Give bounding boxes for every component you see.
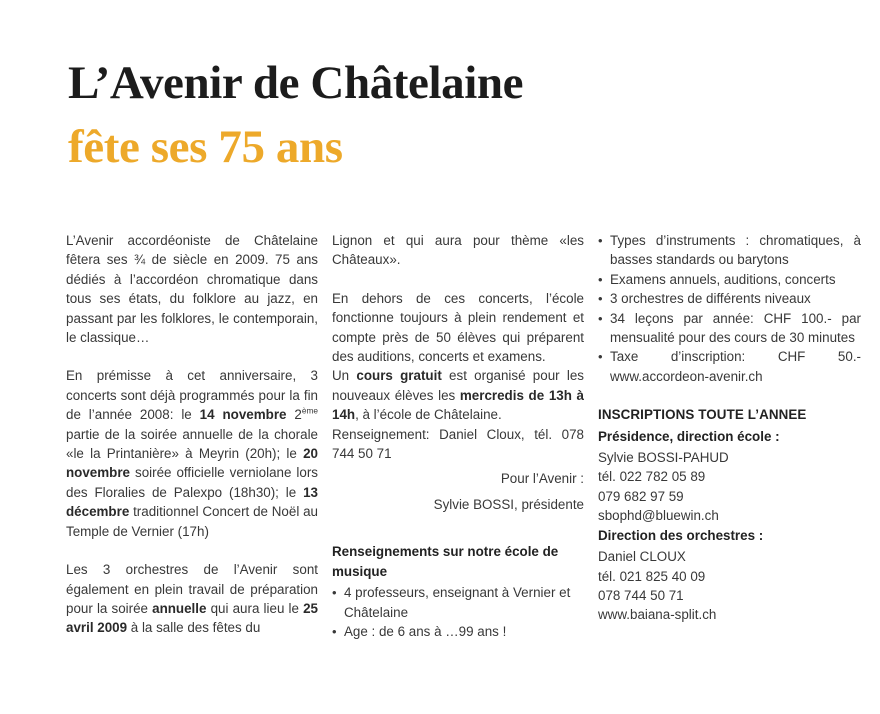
- list-item: • Taxe d’inscription: CHF 50.- www.accordeon-avenir.ch: [598, 347, 861, 386]
- contact-mobile: 079 682 97 59: [598, 488, 684, 504]
- text-run: Un: [332, 368, 357, 384]
- headline-line-primary: L’Avenir de Châtelaine: [68, 57, 524, 109]
- signature-name: Sylvie BOSSI, présidente: [433, 496, 584, 512]
- date-25-avril-2009: 25 avril 2009: [66, 600, 318, 636]
- list-item: • Age : de 6 ans à …99 ans !: [332, 622, 584, 641]
- col2-paragraph-ecole: En dehors de ces concerts, l’école fonctionne toujours à plein rendement et compte près de 50 élèves qui préparent des auditions, concerts et examens.: [332, 290, 584, 365]
- text-run: En prémisse à cet anniversaire, 3 concerts sont déjà programmés pour la fin de l’année 2008: le: [66, 368, 318, 423]
- col2-school-bullets: [332, 583, 584, 641]
- text-run: traditionnel Concert de Noël au Temple de Vernier (17h): [66, 504, 318, 539]
- contact-name: Daniel CLOUX: [598, 549, 686, 565]
- col1-paragraph-orchestres: [66, 560, 318, 638]
- contact-phone: tél. 021 825 40 09: [598, 568, 706, 584]
- col2-school-heading: Renseignements sur notre école de musique: [332, 544, 559, 579]
- text-run: 2: [286, 407, 302, 423]
- contact-name: Sylvie BOSSI-PAHUD: [598, 450, 729, 466]
- text-run: qui aura lieu le: [206, 600, 304, 616]
- text-run: , à l’école de Châtelaine.: [355, 407, 502, 423]
- col2-paragraph-theme: Lignon et qui aura pour thème «les Châteaux».: [332, 233, 584, 268]
- article-columns: [66, 231, 861, 641]
- signature-org: Pour l’Avenir :: [500, 471, 584, 487]
- col1-paragraph-intro: L’Avenir accordéoniste de Châtelaine fêtera ses ¾ de siècle en 2009. 75 ans dédiés à l’accordéon chromatique dans tous ses états, du folklore au jazz, en passant par les folklores, le contemporain, le classique…: [66, 233, 318, 346]
- list-item: • 34 leçons par année: CHF 100.- par mensualité pour des cours de 30 minutes: [598, 309, 861, 348]
- column-one: [66, 231, 332, 641]
- text-run: soirée officielle verniolane lors des Floralies de Palexpo (18h30); le: [66, 465, 318, 500]
- article-headline: [68, 52, 828, 180]
- text-run: est organisé pour les nouveaux élèves les: [332, 368, 584, 403]
- list-item: • 4 professeurs, enseignant à Vernier et Châtelaine: [332, 583, 584, 622]
- list-item: • Examens annuels, auditions, concerts: [598, 270, 861, 289]
- ordinal-suffix: ème: [301, 405, 318, 416]
- col3-direction-heading: Direction des orchestres :: [598, 527, 764, 543]
- col3-details-bullets: [598, 231, 861, 386]
- col3-inscriptions-heading: INSCRIPTIONS TOUTE L’ANNEE: [598, 407, 807, 423]
- spacer: [332, 514, 584, 542]
- col2-paragraph-cours-gratuit: [332, 366, 584, 424]
- col2-paragraph-renseignement: Renseignement: Daniel Cloux, tél. 078 744 50 71: [332, 426, 584, 462]
- column-two: [332, 231, 598, 641]
- spacer: [598, 386, 861, 405]
- headline-line-secondary: fête ses 75 ans: [68, 120, 343, 173]
- date-20-novembre: 20 novembre: [66, 446, 318, 481]
- text-run: à la salle des fêtes du: [127, 620, 261, 636]
- contact-phone: tél. 022 782 05 89: [598, 469, 706, 485]
- schedule-mercredis: mercredis de 13h à 14h: [332, 387, 585, 423]
- emphasis-annuelle: annuelle: [152, 600, 207, 616]
- list-item: • 3 orchestres de différents niveaux: [598, 289, 861, 308]
- emphasis-cours-gratuit: cours gratuit: [356, 368, 442, 384]
- contact-email[interactable]: sbophd@bluewin.ch: [598, 508, 719, 524]
- col1-paragraph-concerts: [66, 366, 318, 541]
- text-run: Les 3 orchestres de l’Avenir sont également en plein travail de préparation pour la soirée: [66, 562, 318, 616]
- date-14-novembre: 14 novembre: [199, 407, 287, 423]
- contact-mobile: 078 744 50 71: [598, 587, 684, 603]
- column-three: [598, 231, 861, 641]
- text-run: partie de la soirée annuelle de la chorale «le la Printanière» à Meyrin (20h); le: [66, 426, 318, 462]
- col3-presidence-heading: Présidence, direction école :: [598, 428, 780, 444]
- date-13-decembre: 13 décembre: [66, 484, 318, 520]
- contact-website[interactable]: www.baiana-split.ch: [598, 607, 717, 623]
- list-item: • Types d’instruments : chromatiques, à basses standards ou barytons: [598, 231, 861, 270]
